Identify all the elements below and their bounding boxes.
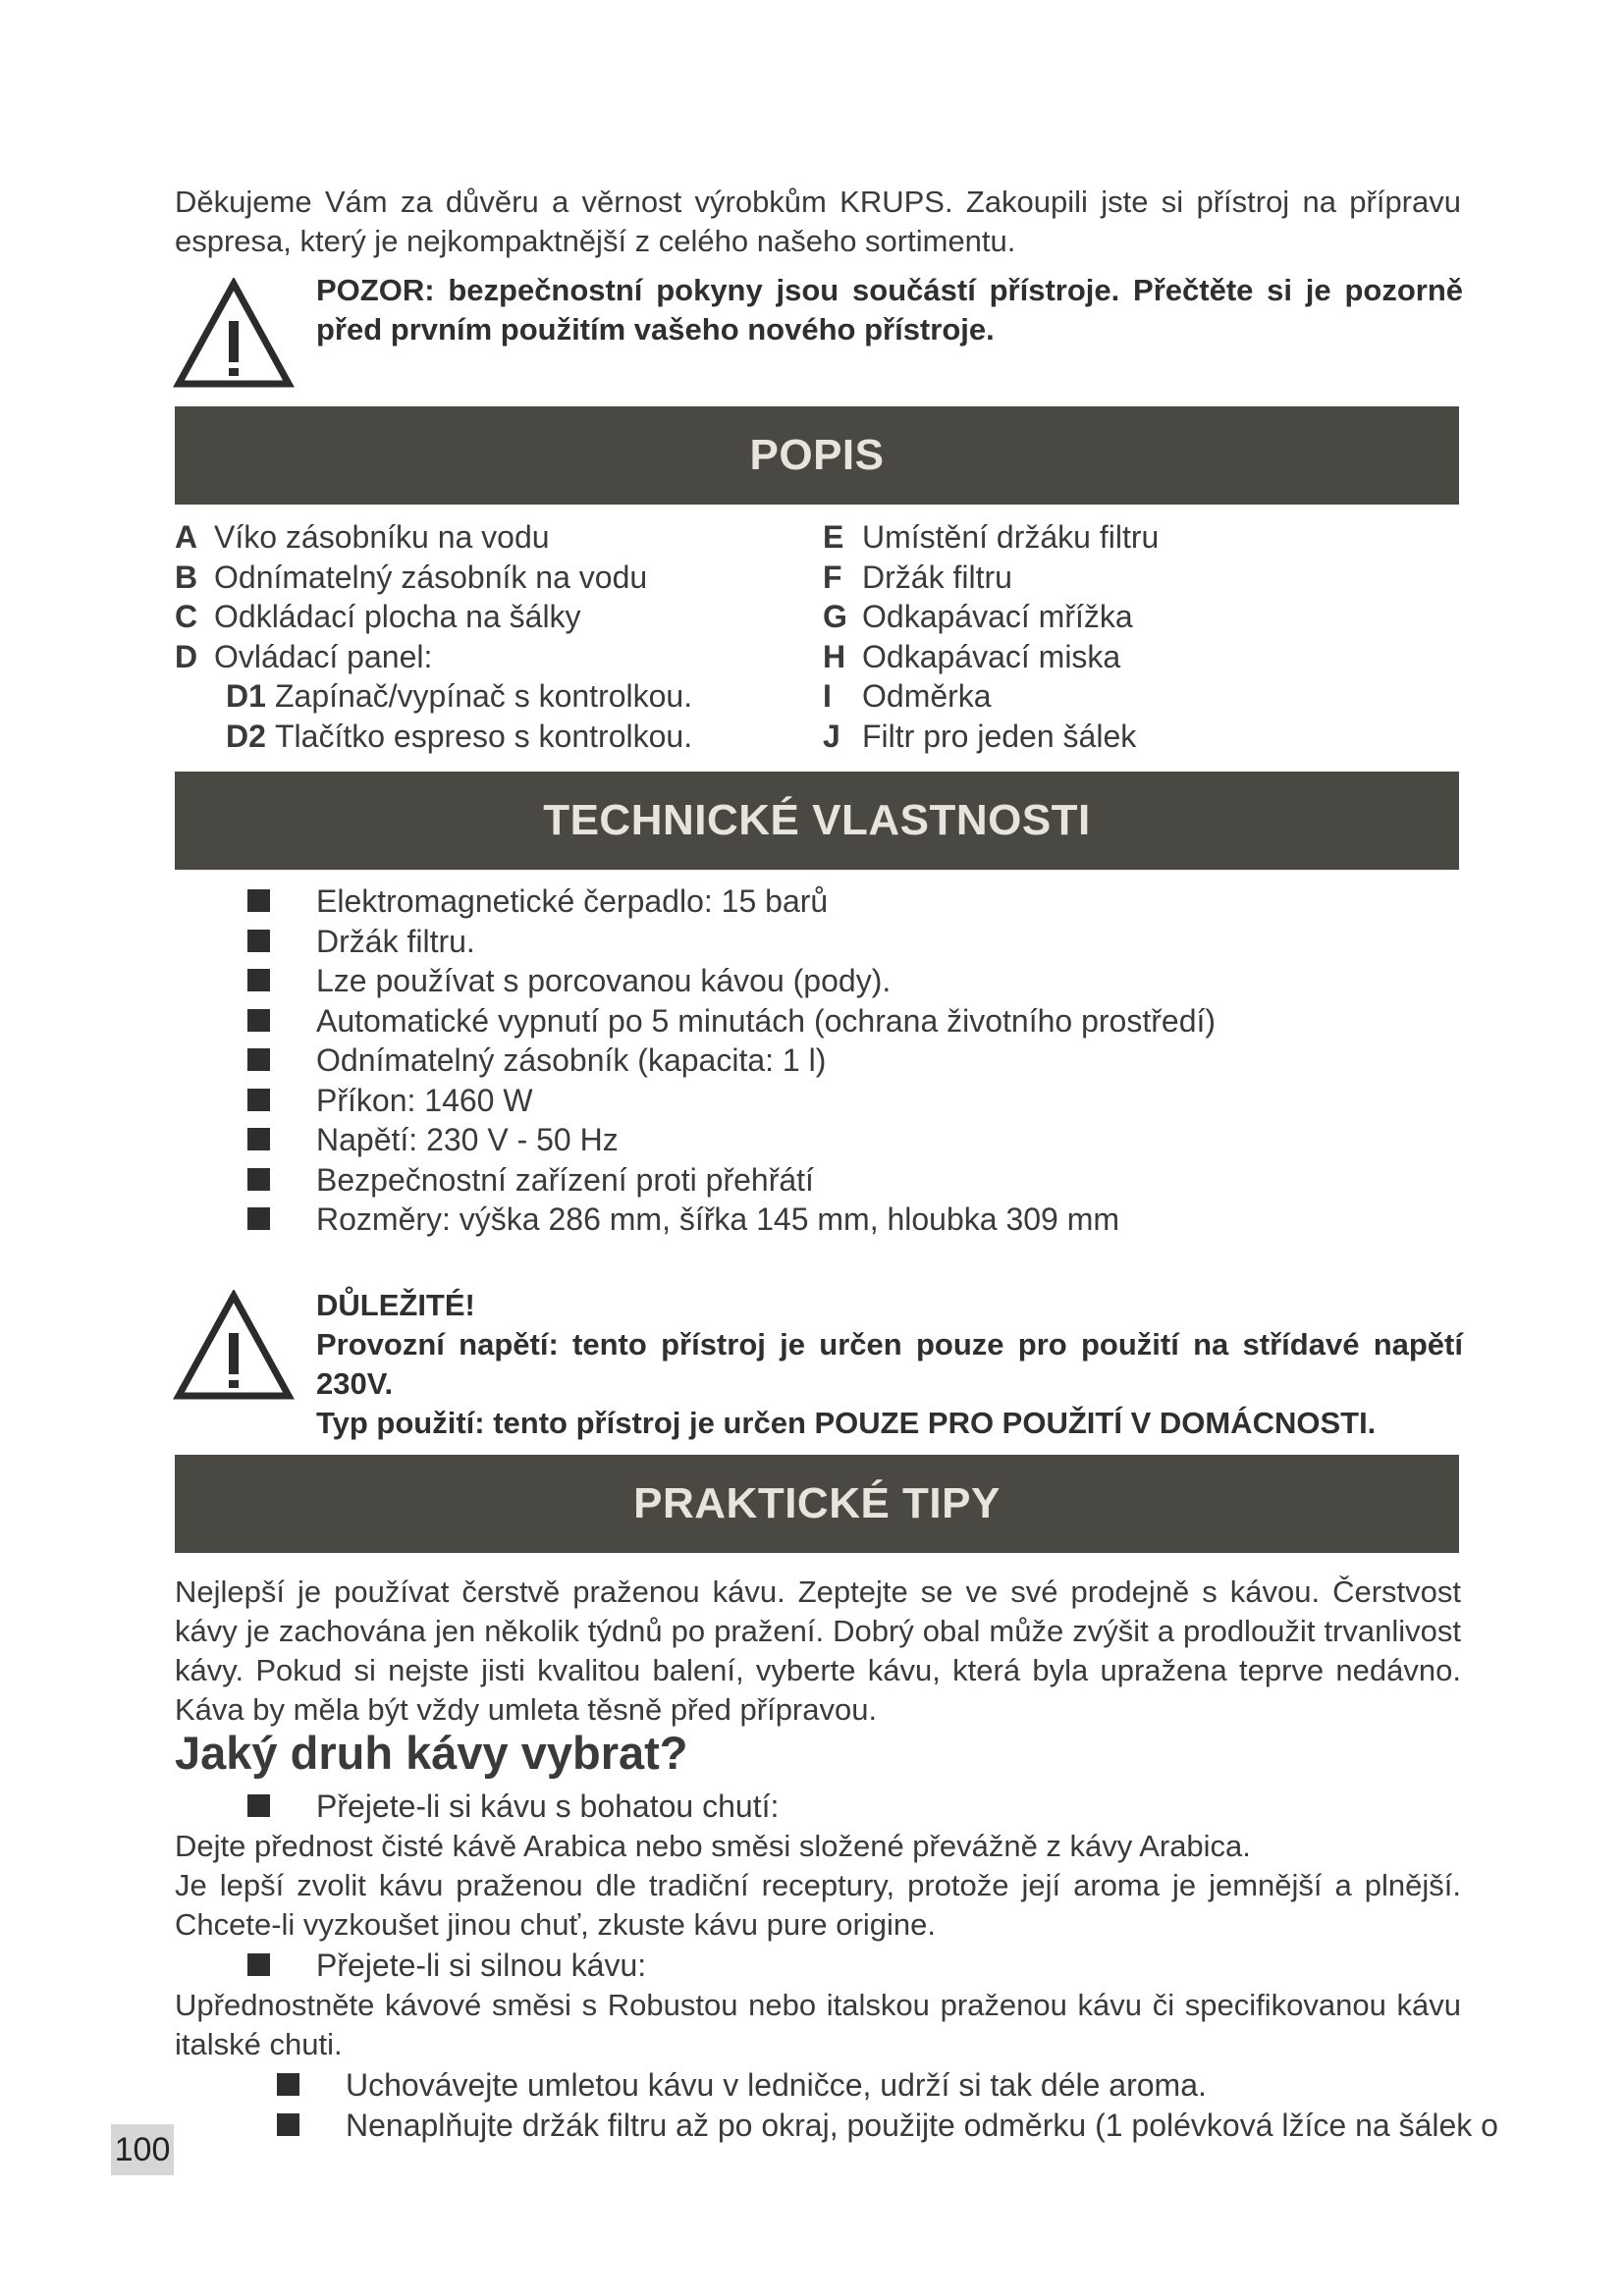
bullet-strong-coffee: Přejete-li si silnou kávu: <box>247 1946 646 1985</box>
spec-item: Odnímatelný zásobník (kapacita: 1 l) <box>247 1041 1216 1081</box>
intro-paragraph: Děkujeme Vám za důvěru a věrnost výrobkům KRUPS. Zakoupili jste si přístroj na přípravu espresa, který je nejkompaktnější z celého našeho sortimentu. <box>175 185 1461 258</box>
voltage-warning: Provozní napětí: tento přístroj je určen pouze pro použití na střídavé napětí 230V. <box>316 1327 1463 1401</box>
part-item-h: H Odkapávací miska <box>823 638 1121 674</box>
parts-list-left <box>175 517 692 756</box>
bullet-rich-taste: Přejete-li si kávu s bohatou chutí: <box>247 1787 779 1826</box>
spec-item: Rozměry: výška 286 mm, šířka 145 mm, hloubka 309 mm <box>247 1200 1216 1240</box>
part-item-j: J Filtr pro jeden šálek <box>823 718 1137 754</box>
square-bullet-icon <box>247 889 270 912</box>
usage-warning: Typ použití: tento přístroj je určen POUZE PRO POUŽITÍ V DOMÁCNOSTI. <box>316 1406 1377 1440</box>
part-item-e: E Umístění držáku filtru <box>823 519 1160 555</box>
important-title: DŮLEŽITÉ! <box>316 1288 475 1322</box>
part-item-a: A Víko zásobníku na vodu <box>175 519 550 555</box>
robusta-paragraph: Upřednostněte kávové směsi s Robustou nebo italskou praženou kávu či specifikovanou kávu italské chuti. <box>175 1988 1461 2061</box>
spec-item: Držák filtru. <box>247 922 1216 962</box>
square-bullet-icon <box>247 1048 270 1071</box>
part-item-i: I Odměrka <box>823 678 992 714</box>
arabica-paragraph: Dejte přednost čisté kávě Arabica nebo směsi složené převážně z kávy Arabica. <box>175 1829 1251 1863</box>
section-header-popis: POPIS <box>175 406 1459 505</box>
square-bullet-icon <box>247 1089 270 1111</box>
spec-item: Lze používat s porcovanou kávou (pody). <box>247 961 1216 1001</box>
specs-list <box>247 881 1216 1240</box>
square-bullet-icon <box>247 930 270 952</box>
bullet-storage: Uchovávejte umletou kávu v ledničce, udrží si tak déle aroma. <box>277 2065 1207 2105</box>
important-warning <box>316 1286 1463 1443</box>
spec-item: Bezpečnostní zařízení proti přehřátí <box>247 1160 1216 1201</box>
parts-list-right <box>823 517 1159 756</box>
part-item-b: B Odnímatelný zásobník na vodu <box>175 559 648 595</box>
traditional-roast-paragraph: Je lepší zvolit kávu praženou dle tradiční receptury, protože její aroma je jemnější a plnější. Chcete-li vyzkoušet jinou chuť, zkuste kávu pure origine. <box>175 1868 1461 1942</box>
square-bullet-icon <box>247 1009 270 1032</box>
warning-triangle-icon <box>173 1290 295 1402</box>
square-bullet-icon <box>247 1794 270 1817</box>
section-header-prakticke-tipy: PRAKTICKÉ TIPY <box>175 1455 1459 1553</box>
square-bullet-icon <box>247 969 270 991</box>
part-item-c: C Odkládací plocha na šálky <box>175 599 581 634</box>
part-item-d2: D2 Tlačítko espreso s kontrolkou. <box>226 718 693 754</box>
spec-item: Elektromagnetické čerpadlo: 15 barů <box>247 881 1216 922</box>
section-header-technicke-vlastnosti: TECHNICKÉ VLASTNOSTI <box>175 772 1459 870</box>
square-bullet-icon <box>247 1207 270 1230</box>
tips-paragraph: Nejlepší je používat čerstvě praženou kávu. Zeptejte se ve své prodejně s kávou. Čerstvost kávy je zachována jen několik týdnů po pražení. Dobrý obal může zvýšit a prodloužit trvanlivost kávy. Pokud si nejste jisti kvalitou balení, vyberte kávu, která byla upražena teprve nedávno. Káva by měla být vždy umleta těsně před přípravou. <box>175 1575 1461 1727</box>
coffee-choice-heading: Jaký druh kávy vybrat? <box>175 1727 688 1779</box>
part-item-d1: D1 Zapínač/vypínač s kontrolkou. <box>226 678 693 714</box>
spec-item: Automatické vypnutí po 5 minutách (ochrana životního prostředí) <box>247 1001 1216 1041</box>
warning-triangle-icon <box>173 278 295 390</box>
spec-item: Napětí: 230 V - 50 Hz <box>247 1120 1216 1160</box>
square-bullet-icon <box>277 2073 299 2096</box>
part-item-f: F Držák filtru <box>823 559 1012 595</box>
page-number: 100 <box>111 2124 174 2175</box>
part-item-d: D Ovládací panel: <box>175 638 433 674</box>
part-item-g: G Odkapávací mřížka <box>823 599 1133 634</box>
square-bullet-icon <box>247 1128 270 1150</box>
square-bullet-icon <box>277 2113 299 2136</box>
safety-warning-text: POZOR: bezpečnostní pokyny jsou součástí přístroje. Přečtěte si je pozorně před prvním použitím vašeho nového přístroje. <box>316 273 1463 347</box>
square-bullet-icon <box>247 1953 270 1976</box>
spec-item: Příkon: 1460 W <box>247 1081 1216 1121</box>
bullet-filter-fill: Nenaplňujte držák filtru až po okraj, použijte odměrku (1 polévková lžíce na šálek o <box>277 2106 1561 2145</box>
square-bullet-icon <box>247 1168 270 1191</box>
